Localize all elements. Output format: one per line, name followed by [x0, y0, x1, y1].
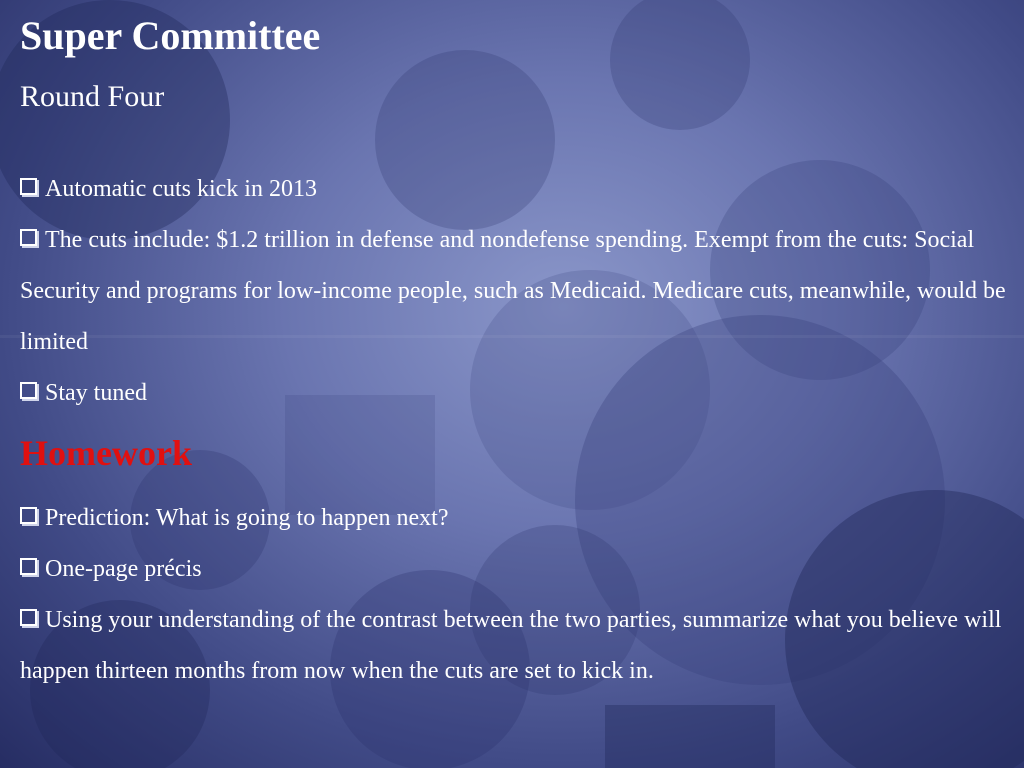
slide-subtitle: Round Four: [20, 80, 165, 113]
homework-heading: Homework: [20, 433, 192, 473]
bullet-text: Automatic cuts kick in 2013: [45, 176, 317, 202]
checkbox-bullet-icon: [20, 507, 37, 524]
bullet-text: One-page précis: [45, 556, 202, 582]
bullet-text: Prediction: What is going to happen next?: [45, 505, 449, 531]
bullet-text: The cuts include: $1.2 trillion in defense and nondefense spending. Exempt from the cuts: Social Security and programs for low-income people, such as Medicaid. Medicare cuts, meanwhile, would be limited: [20, 227, 1006, 355]
bullet-item: [20, 595, 1010, 697]
bullet-item: [20, 164, 1010, 215]
checkbox-bullet-icon: [20, 229, 37, 246]
checkbox-bullet-icon: [20, 178, 37, 195]
bullet-list-main: [20, 164, 1010, 419]
bullet-item: [20, 215, 1010, 368]
checkbox-bullet-icon: [20, 609, 37, 626]
bullet-item: [20, 544, 1010, 595]
slide-title: Super Committee: [20, 13, 321, 58]
bullet-text: Using your understanding of the contrast between the two parties, summarize what you believe will happen thirteen months from now when the cuts are set to kick in.: [20, 607, 1002, 684]
checkbox-bullet-icon: [20, 382, 37, 399]
bullet-item: [20, 493, 1010, 544]
bullet-list-homework: [20, 493, 1010, 697]
checkbox-bullet-icon: [20, 558, 37, 575]
bullet-item: [20, 368, 1010, 419]
bullet-text: Stay tuned: [45, 380, 147, 406]
